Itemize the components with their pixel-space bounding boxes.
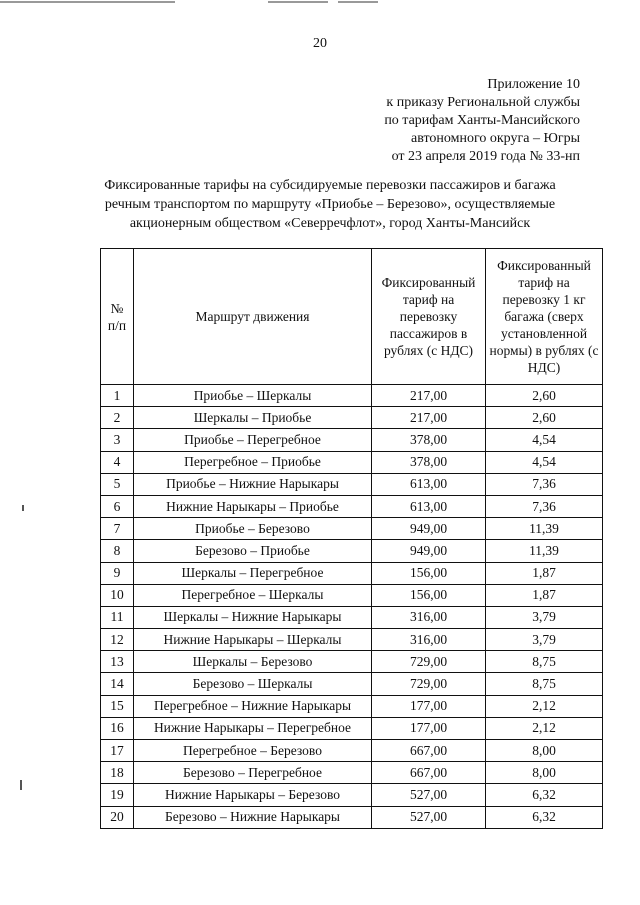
passenger-tariff: 613,00 (372, 495, 486, 517)
row-number: 11 (101, 606, 134, 628)
passenger-tariff: 378,00 (372, 451, 486, 473)
baggage-tariff: 4,54 (486, 451, 603, 473)
row-number: 7 (101, 518, 134, 540)
scan-artifact-margin (20, 780, 22, 790)
row-number: 3 (101, 429, 134, 451)
table-row (101, 673, 603, 695)
appendix-line: от 23 апреля 2019 года № 33-нп (391, 149, 580, 164)
passenger-tariff: 316,00 (372, 629, 486, 651)
row-number: 5 (101, 473, 134, 495)
route-name: Березово – Шеркалы (134, 673, 372, 695)
route-name: Перегребное – Шеркалы (134, 584, 372, 606)
row-number: 16 (101, 717, 134, 739)
passenger-tariff: 316,00 (372, 606, 486, 628)
baggage-tariff: 3,79 (486, 629, 603, 651)
row-number: 1 (101, 385, 134, 407)
table-body (101, 385, 603, 829)
baggage-tariff: 7,36 (486, 495, 603, 517)
passenger-tariff: 156,00 (372, 584, 486, 606)
passenger-tariff: 156,00 (372, 562, 486, 584)
table-row (101, 695, 603, 717)
appendix-line: к приказу Региональной службы (386, 95, 580, 110)
baggage-tariff: 6,32 (486, 806, 603, 828)
baggage-tariff: 1,87 (486, 584, 603, 606)
row-number: 18 (101, 762, 134, 784)
route-name: Нижние Нарыкары – Березово (134, 784, 372, 806)
route-name: Приобье – Перегребное (134, 429, 372, 451)
table-row (101, 740, 603, 762)
passenger-tariff: 949,00 (372, 540, 486, 562)
baggage-tariff: 11,39 (486, 540, 603, 562)
baggage-tariff: 6,32 (486, 784, 603, 806)
row-number: 15 (101, 695, 134, 717)
passenger-tariff: 177,00 (372, 695, 486, 717)
route-name: Перегребное – Нижние Нарыкары (134, 695, 372, 717)
scan-artifact-top (0, 0, 640, 8)
baggage-tariff: 7,36 (486, 473, 603, 495)
passenger-tariff: 177,00 (372, 717, 486, 739)
baggage-tariff: 11,39 (486, 518, 603, 540)
title-line: речным транспортом по маршруту «Приобье – Березово», осуществляемые (104, 197, 556, 212)
table-row (101, 540, 603, 562)
table-row (101, 806, 603, 828)
passenger-tariff: 217,00 (372, 407, 486, 429)
row-number: 13 (101, 651, 134, 673)
baggage-tariff: 1,87 (486, 562, 603, 584)
row-number: 6 (101, 495, 134, 517)
passenger-tariff: 729,00 (372, 673, 486, 695)
baggage-tariff: 2,60 (486, 385, 603, 407)
row-number: 14 (101, 673, 134, 695)
passenger-tariff: 667,00 (372, 762, 486, 784)
row-number: 20 (101, 806, 134, 828)
baggage-tariff: 8,00 (486, 740, 603, 762)
route-name: Березово – Приобье (134, 540, 372, 562)
table-row (101, 784, 603, 806)
route-name: Шеркалы – Березово (134, 651, 372, 673)
passenger-tariff: 667,00 (372, 740, 486, 762)
page-number: 20 (313, 36, 327, 51)
header-route: Маршрут движения (134, 249, 372, 385)
table-row (101, 562, 603, 584)
route-name: Шеркалы – Нижние Нарыкары (134, 606, 372, 628)
route-name: Шеркалы – Перегребное (134, 562, 372, 584)
table-row (101, 584, 603, 606)
table-row (101, 717, 603, 739)
passenger-tariff: 613,00 (372, 473, 486, 495)
row-number: 4 (101, 451, 134, 473)
table-row (101, 518, 603, 540)
table-row (101, 429, 603, 451)
header-passenger-tariff: Фиксированный тариф на перевозку пассажиров в рублях (с НДС) (372, 249, 486, 385)
appendix-line: автономного округа – Югры (411, 131, 580, 146)
table-row (101, 407, 603, 429)
appendix-reference (384, 76, 580, 166)
table-row (101, 606, 603, 628)
passenger-tariff: 378,00 (372, 429, 486, 451)
row-number: 10 (101, 584, 134, 606)
baggage-tariff: 8,75 (486, 673, 603, 695)
header-num: № п/п (101, 249, 134, 385)
baggage-tariff: 8,00 (486, 762, 603, 784)
scan-artifact-margin (22, 505, 24, 511)
baggage-tariff: 3,79 (486, 606, 603, 628)
route-name: Нижние Нарыкары – Приобье (134, 495, 372, 517)
row-number: 9 (101, 562, 134, 584)
baggage-tariff: 2,12 (486, 717, 603, 739)
table-row (101, 495, 603, 517)
row-number: 19 (101, 784, 134, 806)
table-row (101, 473, 603, 495)
document-title (40, 176, 620, 233)
table-row (101, 385, 603, 407)
baggage-tariff: 8,75 (486, 651, 603, 673)
route-name: Приобье – Нижние Нарыкары (134, 473, 372, 495)
table-header-row (101, 249, 603, 385)
baggage-tariff: 4,54 (486, 429, 603, 451)
route-name: Приобье – Березово (134, 518, 372, 540)
passenger-tariff: 217,00 (372, 385, 486, 407)
title-line: Фиксированные тарифы на субсидируемые перевозки пассажиров и багажа (104, 178, 556, 193)
header-baggage-tariff: Фиксированный тариф на перевозку 1 кг багажа (сверх установленной нормы) в рублях (с НДС) (486, 249, 603, 385)
row-number: 8 (101, 540, 134, 562)
route-name: Березово – Перегребное (134, 762, 372, 784)
baggage-tariff: 2,12 (486, 695, 603, 717)
row-number: 2 (101, 407, 134, 429)
route-name: Березово – Нижние Нарыкары (134, 806, 372, 828)
passenger-tariff: 527,00 (372, 784, 486, 806)
row-number: 17 (101, 740, 134, 762)
passenger-tariff: 729,00 (372, 651, 486, 673)
title-line: акционерным обществом «Северречфлот», город Ханты-Мансийск (129, 216, 531, 231)
row-number: 12 (101, 629, 134, 651)
route-name: Приобье – Шеркалы (134, 385, 372, 407)
route-name: Шеркалы – Приобье (134, 407, 372, 429)
passenger-tariff: 949,00 (372, 518, 486, 540)
route-name: Нижние Нарыкары – Шеркалы (134, 629, 372, 651)
route-name: Перегребное – Березово (134, 740, 372, 762)
table-row (101, 651, 603, 673)
baggage-tariff: 2,60 (486, 407, 603, 429)
table-row (101, 451, 603, 473)
passenger-tariff: 527,00 (372, 806, 486, 828)
appendix-line: по тарифам Ханты-Мансийского (384, 113, 580, 128)
route-name: Перегребное – Приобье (134, 451, 372, 473)
route-name: Нижние Нарыкары – Перегребное (134, 717, 372, 739)
tariff-table (100, 248, 603, 829)
table-row (101, 629, 603, 651)
table-row (101, 762, 603, 784)
appendix-line: Приложение 10 (487, 77, 580, 92)
